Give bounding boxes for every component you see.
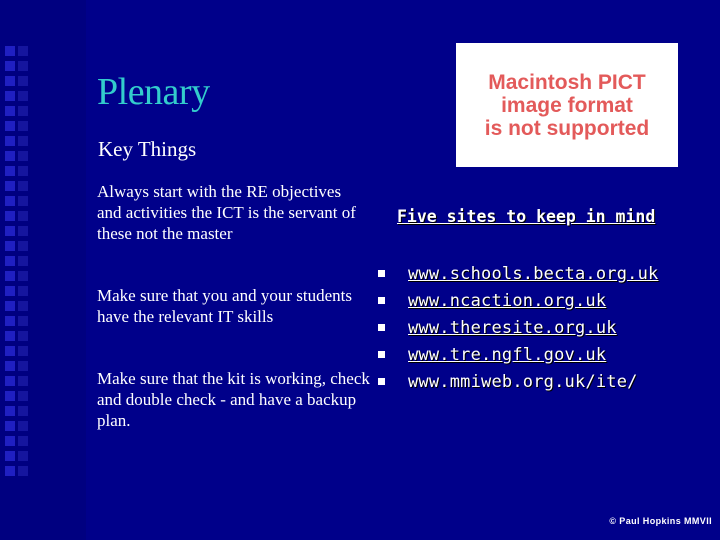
unsupported-image-message [485,71,650,140]
site-link[interactable]: www.schools.becta.org.uk [408,263,659,284]
footer-copyright: © Paul Hopkins MMVII [609,516,712,526]
slide-title: Plenary [97,71,210,113]
bullet-icon [378,351,385,358]
site-link[interactable]: www.theresite.org.uk [408,317,617,338]
site-item [378,260,658,287]
pict-line-3: is not supported [484,116,650,140]
site-item [378,341,658,368]
paragraph-it-skills: Make sure that you and your students have the relevant IT skills [97,286,352,326]
site-item [378,368,658,395]
sites-list [378,260,658,395]
bullet-icon [378,324,385,331]
pict-line-2: image format [501,93,633,117]
paragraph-objectives: Always start with the RE objectives and activities the ICT is the servant of these not the master [97,182,356,243]
decorative-squares-left [5,46,15,481]
decorative-squares-right [18,46,28,481]
slide-subtitle: Key Things [98,137,197,161]
bullet-icon [378,270,385,277]
pict-line-1: Macintosh PICT [488,70,646,94]
paragraph-kit-check: Make sure that the kit is working, check and double check - and have a backup plan. [97,369,370,430]
site-item [378,287,658,314]
bullet-icon [378,297,385,304]
site-link[interactable]: www.tre.ngfl.gov.uk [408,344,607,365]
site-item [378,314,658,341]
site-text: www.mmiweb.org.uk/ite/ [408,371,638,392]
sites-heading: Five sites to keep in mind [397,207,656,226]
site-link[interactable]: www.ncaction.org.uk [408,290,607,311]
bullet-icon [378,378,385,385]
unsupported-image-placeholder [456,43,678,167]
